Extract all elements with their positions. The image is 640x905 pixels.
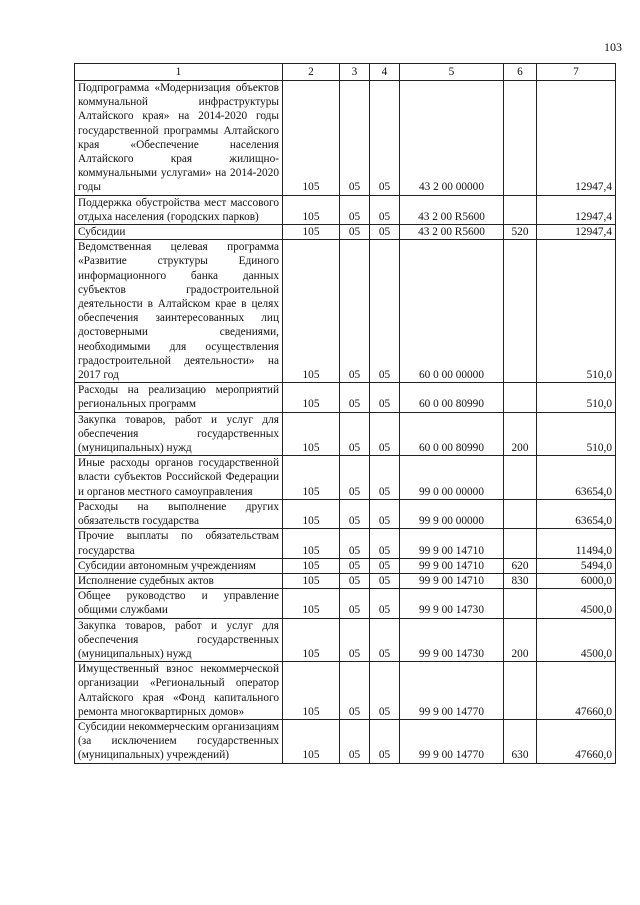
row-subsection: 05 <box>370 81 400 196</box>
row-admin-code: 105 <box>283 558 340 573</box>
row-name: Субсидии некоммерческим организациям (за исключением государственных (муниципальных) учреждений) <box>75 719 283 763</box>
row-admin-code: 105 <box>283 456 340 500</box>
row-expense-type <box>504 240 537 383</box>
col-header-3: 3 <box>340 64 370 81</box>
row-admin-code: 105 <box>283 412 340 456</box>
row-section: 05 <box>340 499 370 528</box>
row-amount: 5494,0 <box>537 558 616 573</box>
row-subsection: 05 <box>370 618 400 662</box>
row-target-article: 43 2 00 00000 <box>400 81 504 196</box>
row-target-article: 99 0 00 00000 <box>400 456 504 500</box>
row-amount: 4500,0 <box>537 618 616 662</box>
col-header-2: 2 <box>283 64 340 81</box>
row-admin-code: 105 <box>283 618 340 662</box>
row-amount: 63654,0 <box>537 456 616 500</box>
row-section: 05 <box>340 662 370 720</box>
row-name: Ведомственная целевая программа «Развитие структуры Единого информационного банка данных субъектов градостроительной деятельности в Алтайском крае в целях обеспечения заинтересованных лиц достоверными сведениями, необходимыми для осуществления градостроительной деятельности» на 2017 год <box>75 240 283 383</box>
row-amount: 6000,0 <box>537 573 616 588</box>
row-subsection: 05 <box>370 662 400 720</box>
page-number: 103 <box>604 40 622 54</box>
row-subsection: 05 <box>370 412 400 456</box>
row-expense-type: 630 <box>504 719 537 763</box>
row-amount: 510,0 <box>537 383 616 412</box>
row-name: Иные расходы органов государственной власти субъектов Российской Федерации и органов местного самоуправления <box>75 456 283 500</box>
row-target-article: 99 9 00 14730 <box>400 618 504 662</box>
col-header-1: 1 <box>75 64 283 81</box>
row-amount: 47660,0 <box>537 662 616 720</box>
table-row <box>75 529 616 558</box>
budget-table <box>74 63 616 764</box>
row-target-article: 99 9 00 14710 <box>400 558 504 573</box>
row-name: Закупка товаров, работ и услуг для обеспечения государственных (муниципальных) нужд <box>75 618 283 662</box>
row-expense-type <box>504 383 537 412</box>
table-row <box>75 662 616 720</box>
table-row <box>75 81 616 196</box>
table-row <box>75 589 616 618</box>
row-name: Расходы на выполнение других обязательств государства <box>75 499 283 528</box>
row-target-article: 99 9 00 14770 <box>400 719 504 763</box>
table-row <box>75 456 616 500</box>
row-amount: 510,0 <box>537 412 616 456</box>
row-expense-type <box>504 456 537 500</box>
row-subsection: 05 <box>370 529 400 558</box>
row-name: Субсидии автономным учреждениям <box>75 558 283 573</box>
row-subsection: 05 <box>370 719 400 763</box>
row-subsection: 05 <box>370 383 400 412</box>
row-subsection: 05 <box>370 499 400 528</box>
col-header-6: 6 <box>504 64 537 81</box>
row-amount: 12947,4 <box>537 81 616 196</box>
table-row <box>75 383 616 412</box>
table-row <box>75 573 616 588</box>
row-section: 05 <box>340 529 370 558</box>
row-admin-code: 105 <box>283 719 340 763</box>
row-admin-code: 105 <box>283 81 340 196</box>
row-subsection: 05 <box>370 456 400 500</box>
row-name: Общее руководство и управление общими службами <box>75 589 283 618</box>
row-target-article: 99 9 00 14710 <box>400 529 504 558</box>
row-name: Поддержка обустройства мест массового отдыха населения (городских парков) <box>75 195 283 224</box>
row-name: Субсидии <box>75 225 283 240</box>
row-target-article: 60 0 00 80990 <box>400 412 504 456</box>
row-subsection: 05 <box>370 225 400 240</box>
row-amount: 11494,0 <box>537 529 616 558</box>
row-admin-code: 105 <box>283 589 340 618</box>
row-subsection: 05 <box>370 589 400 618</box>
row-amount: 12947,4 <box>537 195 616 224</box>
row-subsection: 05 <box>370 195 400 224</box>
row-section: 05 <box>340 456 370 500</box>
row-target-article: 60 0 00 00000 <box>400 240 504 383</box>
row-admin-code: 105 <box>283 499 340 528</box>
table-row <box>75 719 616 763</box>
row-subsection: 05 <box>370 240 400 383</box>
row-section: 05 <box>340 719 370 763</box>
row-expense-type: 620 <box>504 558 537 573</box>
table-row <box>75 225 616 240</box>
row-expense-type <box>504 499 537 528</box>
row-name: Расходы на реализацию мероприятий региональных программ <box>75 383 283 412</box>
col-header-7: 7 <box>537 64 616 81</box>
row-name: Исполнение судебных актов <box>75 573 283 588</box>
row-amount: 12947,4 <box>537 225 616 240</box>
row-amount: 47660,0 <box>537 719 616 763</box>
row-target-article: 99 9 00 00000 <box>400 499 504 528</box>
row-admin-code: 105 <box>283 573 340 588</box>
row-expense-type <box>504 195 537 224</box>
row-amount: 63654,0 <box>537 499 616 528</box>
row-target-article: 99 9 00 14770 <box>400 662 504 720</box>
row-section: 05 <box>340 225 370 240</box>
row-expense-type: 520 <box>504 225 537 240</box>
table-row <box>75 618 616 662</box>
table-row <box>75 499 616 528</box>
row-expense-type: 200 <box>504 412 537 456</box>
row-target-article: 60 0 00 80990 <box>400 383 504 412</box>
row-amount: 510,0 <box>537 240 616 383</box>
row-name: Подпрограмма «Модернизация объектов коммунальной инфраструктуры Алтайского края» на 2014-2020 годы государственной программы Алтайского края «Обеспечение населения Алтайского края жилищно-коммунальными услугами» на 2014-2020 годы <box>75 81 283 196</box>
row-admin-code: 105 <box>283 529 340 558</box>
row-admin-code: 105 <box>283 240 340 383</box>
row-admin-code: 105 <box>283 662 340 720</box>
row-target-article: 43 2 00 R5600 <box>400 225 504 240</box>
table-row <box>75 412 616 456</box>
col-header-4: 4 <box>370 64 400 81</box>
row-section: 05 <box>340 618 370 662</box>
row-section: 05 <box>340 558 370 573</box>
row-target-article: 99 9 00 14710 <box>400 573 504 588</box>
table-row <box>75 195 616 224</box>
row-target-article: 43 2 00 R5600 <box>400 195 504 224</box>
row-name: Имущественный взнос некоммерческой организации «Региональный оператор Алтайского края «Фонд капитального ремонта многоквартирных домов» <box>75 662 283 720</box>
row-expense-type <box>504 81 537 196</box>
row-amount: 4500,0 <box>537 589 616 618</box>
row-expense-type <box>504 662 537 720</box>
col-header-5: 5 <box>400 64 504 81</box>
row-section: 05 <box>340 195 370 224</box>
row-section: 05 <box>340 240 370 383</box>
row-admin-code: 105 <box>283 225 340 240</box>
row-expense-type: 200 <box>504 618 537 662</box>
row-expense-type <box>504 589 537 618</box>
row-name: Закупка товаров, работ и услуг для обеспечения государственных (муниципальных) нужд <box>75 412 283 456</box>
row-section: 05 <box>340 412 370 456</box>
row-expense-type <box>504 529 537 558</box>
row-subsection: 05 <box>370 573 400 588</box>
row-section: 05 <box>340 573 370 588</box>
row-expense-type: 830 <box>504 573 537 588</box>
row-subsection: 05 <box>370 558 400 573</box>
row-admin-code: 105 <box>283 195 340 224</box>
row-section: 05 <box>340 383 370 412</box>
row-target-article: 99 9 00 14730 <box>400 589 504 618</box>
row-name: Прочие выплаты по обязательствам государства <box>75 529 283 558</box>
header-row <box>75 64 616 81</box>
row-section: 05 <box>340 81 370 196</box>
table-row <box>75 558 616 573</box>
row-admin-code: 105 <box>283 383 340 412</box>
row-section: 05 <box>340 589 370 618</box>
table-row <box>75 240 616 383</box>
